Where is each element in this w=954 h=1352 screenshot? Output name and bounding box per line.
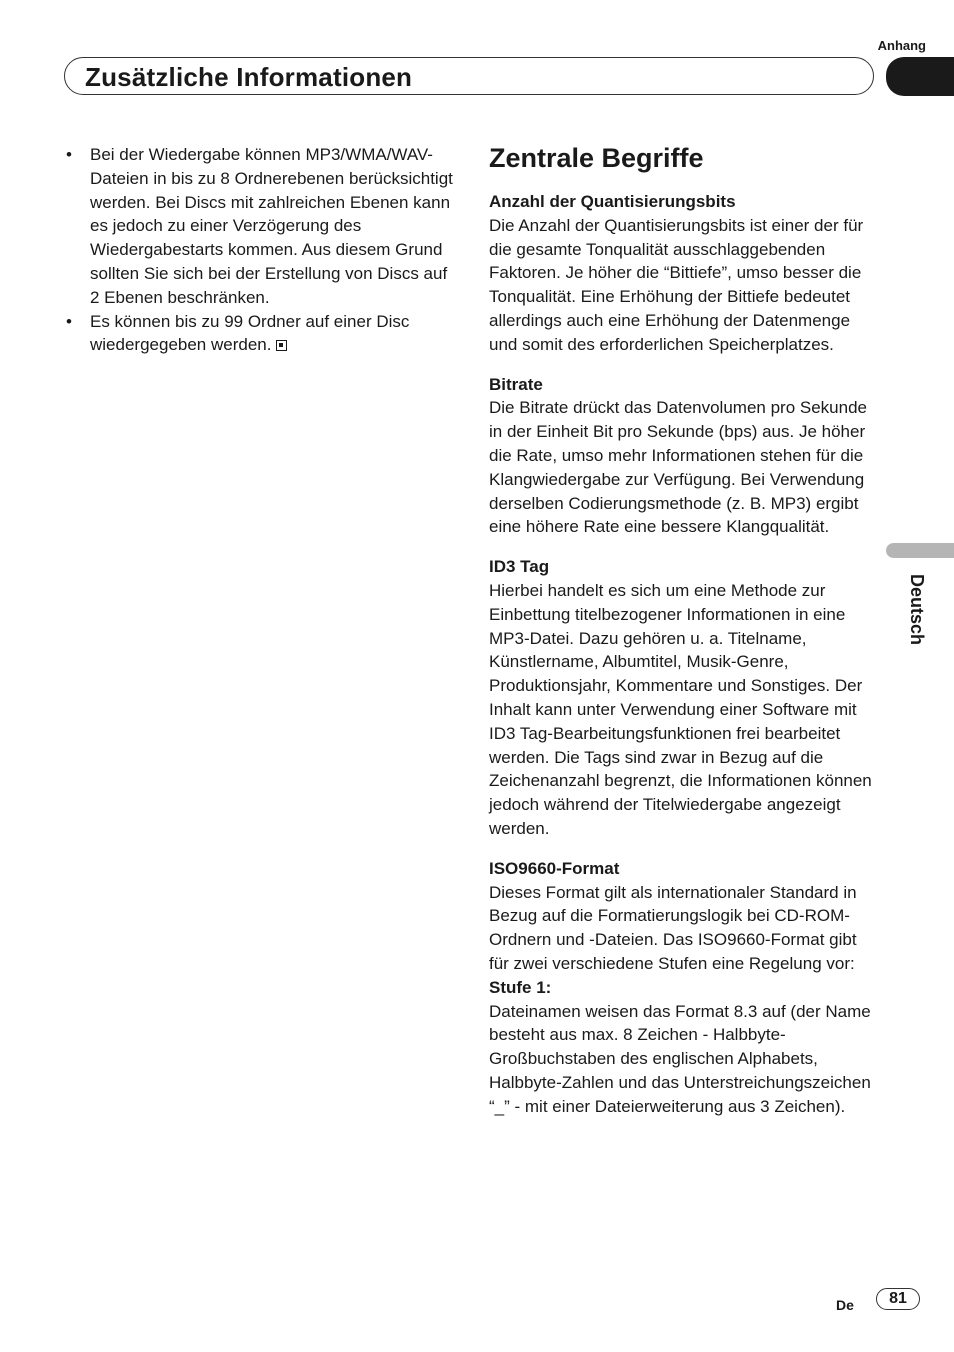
language-label: Deutsch xyxy=(907,574,927,646)
glossary-entry xyxy=(489,555,881,841)
footer-language-code: De xyxy=(836,1297,854,1313)
header-bar xyxy=(64,57,874,95)
language-tab-marker xyxy=(886,543,954,558)
glossary-definition: Die Bitrate drückt das Datenvolumen pro Sekunde in der Einheit Bit pro Sekunde (bps) aus. Je höher die Rate, umso mehr Informationen stehen für die Klangwiedergabe zur Verfügung. Bei Verwendung derselben Codierungsmethode (z. B. MP3) ergibt eine höhere Rate eine bessere Klangqualität. xyxy=(489,398,867,537)
list-item-text: Es können bis zu 99 Ordner auf einer Disc wiedergegeben werden. xyxy=(90,311,410,355)
glossary-definition: Dieses Format gilt als internationaler Standard in Bezug auf die Formatierungslogik bei CD-ROM-Ordnern und -Dateien. Das ISO9660-Format gibt für zwei verschiedene Stufen eine Regelung vor: xyxy=(489,882,857,973)
glossary-subterm: Stufe 1: xyxy=(489,977,552,997)
list-item xyxy=(66,310,456,358)
glossary-entry xyxy=(489,190,881,357)
left-column xyxy=(66,143,456,357)
glossary-term: Bitrate xyxy=(489,374,543,394)
glossary-term: ID3 Tag xyxy=(489,557,550,577)
glossary-term: ISO9660-Format xyxy=(489,858,620,878)
list-item xyxy=(66,143,456,310)
section-tab xyxy=(886,57,954,96)
bullet-icon: • xyxy=(66,145,72,164)
glossary-entry xyxy=(489,857,881,1119)
bullet-icon: • xyxy=(66,311,72,331)
right-column xyxy=(489,140,881,1134)
glossary-term: Anzahl der Quantisierungsbits xyxy=(489,192,736,211)
page-title: Zusätzliche Informationen xyxy=(85,62,413,92)
section-label: Anhang xyxy=(877,38,926,53)
glossary-definition: Hierbei handelt es sich um eine Methode zur Einbettung titelbezogener Informationen in eine MP3-Datei. Dazu gehören u. a. Titelname, Künstlername, Albumtitel, Musik-Genre, Produktionsjahr, Kommentare und Sonstiges. Der Inhalt kann unter Verwendung einer Software mit ID3 Tag-Bearbeitungsfunktionen frei bearbeitet werden. Die Tags sind zwar in Bezug auf die Zeichenanzahl begrenzt, die Informationen können jedoch während der Titelwiedergabe angezeigt werden. xyxy=(489,580,872,838)
page-number: 81 xyxy=(876,1288,920,1310)
glossary-subdefinition: Dateinamen weisen das Format 8.3 auf (der Name besteht aus max. 8 Zeichen - Halbbyte-Großbuchstaben des englischen Alphabets, Halbbyte-Zahlen und das Unterstreichungszeichen “_” - mit einer Dateierweiterung aus 3 Zeichen). xyxy=(489,1001,871,1116)
glossary-entry xyxy=(489,373,881,540)
section-title: Zentrale Begriffe xyxy=(489,143,704,173)
list-item-text: Bei der Wiedergabe können MP3/WMA/WAV-Dateien in bis zu 8 Ordnerebenen berücksichtigt werden. Bei Discs mit zahlreichen Ebenen kann es jedoch zu einer Verzögerung des Wiedergabestarts kommen. Aus diesem Grund sollten Sie sich bei der Erstellung von Discs auf 2 Ebenen beschränken. xyxy=(90,145,453,307)
end-of-section-icon xyxy=(276,340,287,351)
glossary-definition: Die Anzahl der Quantisierungsbits ist einer der für die gesamte Tonqualität ausschlaggebenden Faktoren. Je höher die “Bittiefe”, umso besser die Tonqualität. Eine Erhöhung der Bittiefe bedeutet allerdings auch eine Erhöhung der Datenmenge und somit des erforderlichen Speicherplatzes. xyxy=(489,215,864,354)
